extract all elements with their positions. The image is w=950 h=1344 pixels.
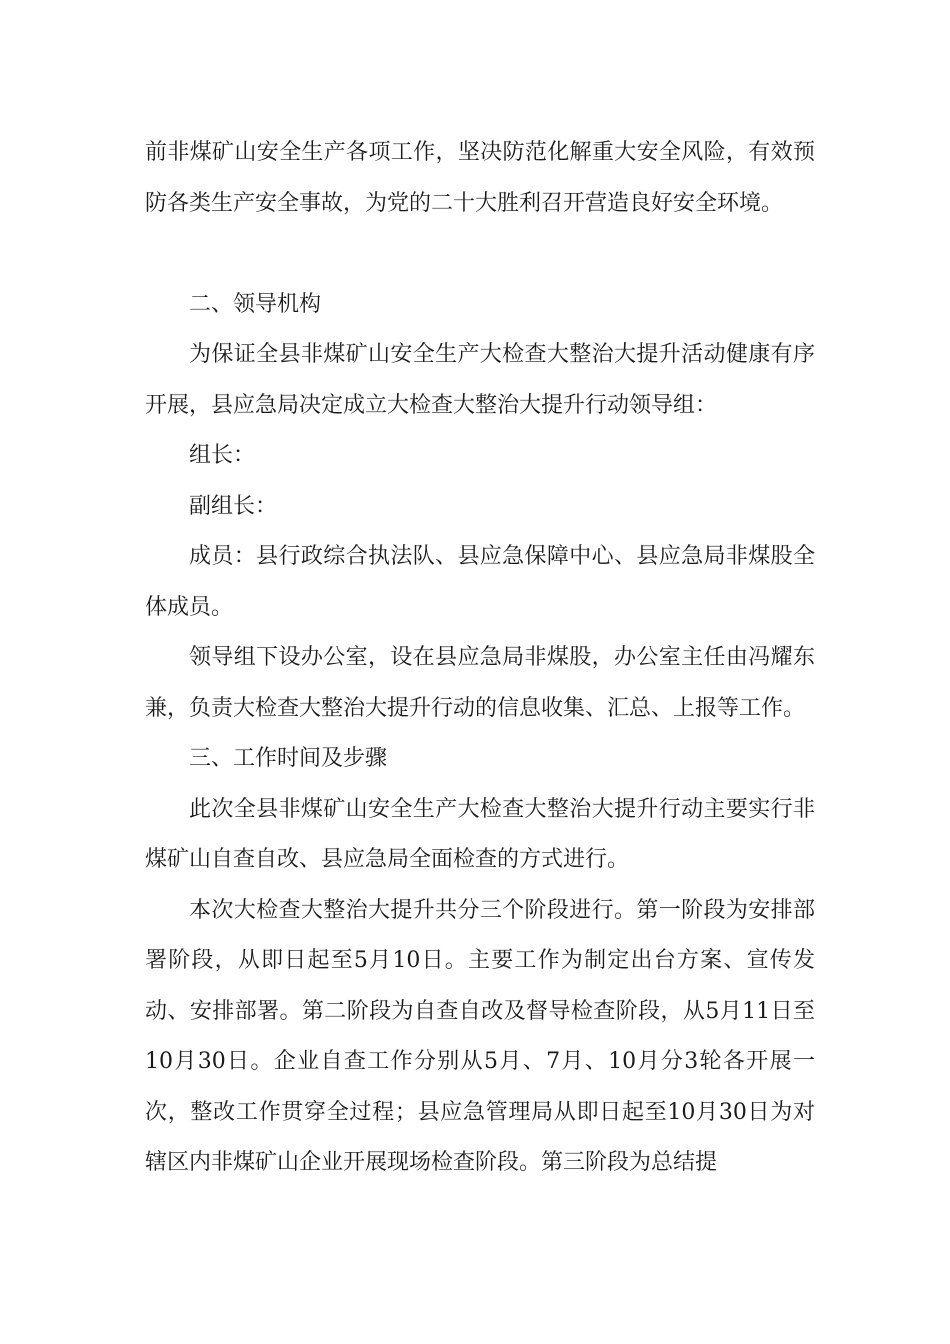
paragraph-method: 此次全县非煤矿山安全生产大检查大整治大提升行动主要实行非煤矿山自查自改、县应急局全面检查的方式进行。: [145, 796, 815, 872]
paragraph-deputy-leader: 副组长：: [189, 493, 278, 519]
paragraph-spacer: [145, 229, 815, 280]
document-body: [145, 128, 815, 1189]
paragraph-members: 成员：县行政综合执法队、县应急保障中心、县应急局非煤股全体成员。: [145, 544, 815, 620]
section-heading-leadership: 二、领导机构: [189, 291, 322, 317]
paragraph-continuation: 前非煤矿山安全生产各项工作，坚决防范化解重大安全风险，有效预防各类生产安全事故，为党的二十大胜利召开营造良好安全环境。: [145, 140, 815, 216]
paragraph-office: 领导组下设办公室，设在县应急局非煤股，办公室主任由冯耀东兼，负责大检查大整治大提升行动的信息收集、汇总、上报等工作。: [145, 645, 815, 721]
section-heading-schedule: 三、工作时间及步骤: [189, 746, 388, 771]
paragraph-group-leader: 组长：: [189, 443, 256, 468]
paragraph-phases: 本次大检查大整治大提升共分三个阶段进行。第一阶段为安排部署阶段，从即日起至5月10日。主要工作为制定出台方案、宣传发动、安排部署。第二阶段为自查自改及督导检查阶段，从5月11日至10月30日。企业自查工作分别从5月、7月、10月分3轮各开展一次，整改工作贯穿全过程；县应急管理局从即日起至10月30日为对辖区内非煤矿山企业开展现场检查阶段。第三阶段为总结提: [145, 897, 815, 1175]
paragraph-leadership-intro: 为保证全县非煤矿山安全生产大检查大整治大提升活动健康有序开展，县应急局决定成立大检查大整治大提升行动领导组：: [145, 342, 815, 418]
